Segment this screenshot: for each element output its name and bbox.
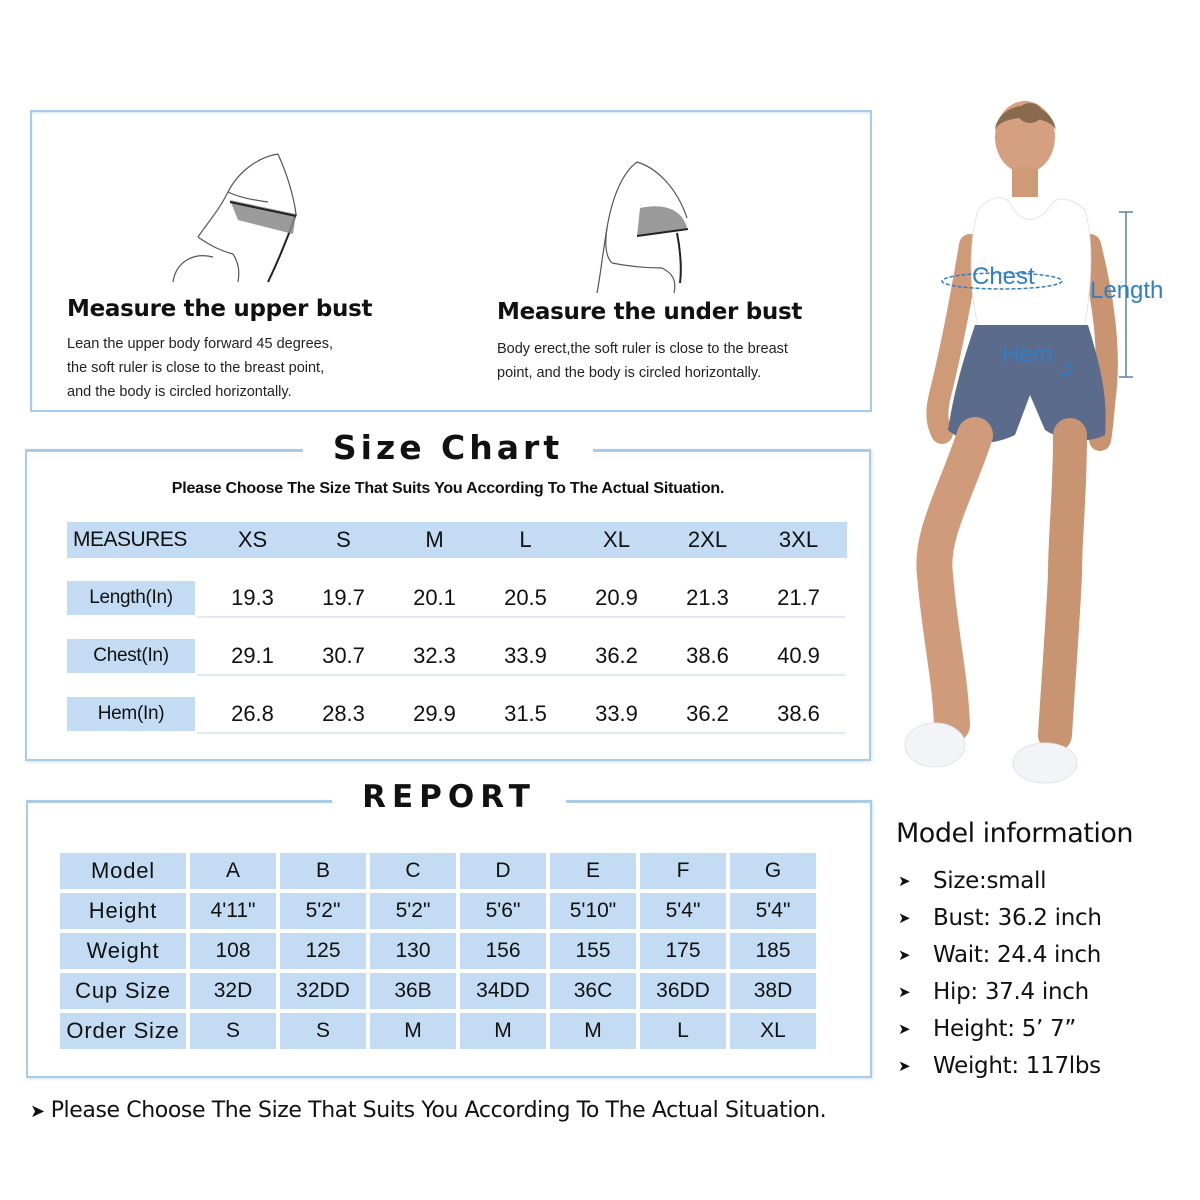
model-info-bust: Bust: 36.2 inch bbox=[933, 904, 1102, 931]
table-cell: 26.8 bbox=[231, 701, 274, 726]
table-cell: 36C bbox=[550, 973, 636, 1009]
table-cell: A bbox=[190, 853, 276, 889]
table-cell: 38D bbox=[730, 973, 816, 1009]
table-cell: 108 bbox=[190, 933, 276, 969]
table-cell: G bbox=[730, 853, 816, 889]
upper-bust-line: the soft ruler is close to the breast point, bbox=[67, 360, 325, 376]
table-row bbox=[60, 973, 816, 1009]
arrow-bullet-icon: ➤ bbox=[898, 1056, 911, 1075]
table-cell: 5'4" bbox=[730, 893, 816, 929]
table-cell: B bbox=[280, 853, 366, 889]
table-cell: 33.9 bbox=[595, 701, 638, 726]
table-cell: 21.7 bbox=[777, 585, 820, 610]
size-chart-table bbox=[67, 522, 847, 732]
table-cell: 20.9 bbox=[595, 585, 638, 610]
table-cell: M bbox=[370, 1013, 456, 1049]
table-cell: 36B bbox=[370, 973, 456, 1009]
table-cell: 125 bbox=[280, 933, 366, 969]
table-cell: 20.1 bbox=[413, 585, 456, 610]
table-cell: 5'4" bbox=[640, 893, 726, 929]
list-item bbox=[896, 936, 1196, 973]
table-cell: 156 bbox=[460, 933, 546, 969]
table-cell: XL bbox=[730, 1013, 816, 1049]
table-cell: M bbox=[550, 1013, 636, 1049]
arrow-bullet-icon: ➤ bbox=[898, 982, 911, 1001]
table-cell: 32D bbox=[190, 973, 276, 1009]
report-title: REPORT bbox=[332, 779, 566, 815]
upper-bust-title: Measure the upper bust bbox=[67, 296, 373, 322]
header-cell: 2XL bbox=[687, 527, 728, 552]
table-cell: 29.1 bbox=[231, 643, 274, 668]
header-cell: 3XL bbox=[778, 527, 819, 552]
chest-label: Chest bbox=[972, 263, 1035, 290]
under-bust-description bbox=[497, 337, 867, 385]
table-cell: 36DD bbox=[640, 973, 726, 1009]
row-label: Chest(In) bbox=[67, 639, 195, 673]
table-cell: 5'2" bbox=[370, 893, 456, 929]
table-cell: 155 bbox=[550, 933, 636, 969]
measure-upper-bust-card bbox=[32, 112, 452, 410]
table-cell: 130 bbox=[370, 933, 456, 969]
list-item bbox=[896, 1010, 1196, 1047]
table-cell: 38.6 bbox=[686, 643, 729, 668]
table-cell: L bbox=[640, 1013, 726, 1049]
list-item bbox=[896, 1047, 1196, 1084]
size-chart-title: Size Chart bbox=[303, 428, 593, 467]
table-cell: 40.9 bbox=[777, 643, 820, 668]
table-cell: 29.9 bbox=[413, 701, 456, 726]
upper-bust-description bbox=[67, 332, 407, 404]
table-cell: F bbox=[640, 853, 726, 889]
table-cell: M bbox=[460, 1013, 546, 1049]
under-bust-title: Measure the under bust bbox=[497, 299, 803, 325]
bottom-note bbox=[30, 1098, 826, 1123]
arrow-bullet-icon: ➤ bbox=[30, 1101, 45, 1122]
model-figure-icon bbox=[890, 95, 1190, 815]
row-label: Length(In) bbox=[67, 581, 195, 615]
row-label: Cup Size bbox=[60, 973, 186, 1009]
model-info-weight: Weight: 117lbs bbox=[933, 1052, 1101, 1079]
header-cell: MEASURES bbox=[73, 528, 187, 551]
under-bust-line: Body erect,the soft ruler is close to the breast bbox=[497, 341, 788, 357]
table-cell: 28.3 bbox=[322, 701, 365, 726]
table-cell: 5'2" bbox=[280, 893, 366, 929]
upper-bust-line: Lean the upper body forward 45 degrees, bbox=[67, 336, 334, 352]
model-info-hip: Hip: 37.4 inch bbox=[933, 978, 1089, 1005]
table-cell: S bbox=[190, 1013, 276, 1049]
table-cell: 185 bbox=[730, 933, 816, 969]
table-cell: 32DD bbox=[280, 973, 366, 1009]
under-bust-line: point, and the body is circled horizontally. bbox=[497, 365, 762, 381]
table-row bbox=[60, 853, 816, 889]
arrow-bullet-icon: ➤ bbox=[898, 945, 911, 964]
table-row bbox=[60, 933, 816, 969]
list-item bbox=[896, 899, 1196, 936]
header-cell: M bbox=[425, 527, 444, 552]
bottom-note-text: Please Choose The Size That Suits You According To The Actual Situation. bbox=[50, 1098, 827, 1123]
hem-label: Hem bbox=[1002, 341, 1053, 368]
row-label: Hem(In) bbox=[67, 697, 195, 731]
row-label: Order Size bbox=[60, 1013, 186, 1049]
upper-bust-illustration-icon bbox=[168, 142, 338, 292]
arrow-bullet-icon: ➤ bbox=[898, 1019, 911, 1038]
table-cell: 36.2 bbox=[686, 701, 729, 726]
arrow-bullet-icon: ➤ bbox=[898, 871, 911, 890]
table-cell: 31.5 bbox=[504, 701, 547, 726]
upper-bust-line: and the body is circled horizontally. bbox=[67, 384, 292, 400]
model-photo bbox=[890, 95, 1190, 815]
table-cell: 21.3 bbox=[686, 585, 729, 610]
table-cell: E bbox=[550, 853, 636, 889]
table-cell: 175 bbox=[640, 933, 726, 969]
table-cell: 4'11" bbox=[190, 893, 276, 929]
table-cell: D bbox=[460, 853, 546, 889]
table-row bbox=[60, 893, 816, 929]
table-cell: 19.3 bbox=[231, 585, 274, 610]
model-info-list bbox=[896, 862, 1196, 1084]
table-cell: 19.7 bbox=[322, 585, 365, 610]
model-info-height: Height: 5’ 7” bbox=[933, 1015, 1076, 1042]
table-row bbox=[60, 1013, 816, 1049]
table-cell: S bbox=[280, 1013, 366, 1049]
list-item bbox=[896, 973, 1196, 1010]
measure-guide-panel bbox=[30, 110, 872, 412]
length-label: Length bbox=[1090, 277, 1164, 304]
model-info-title: Model information bbox=[896, 818, 1133, 849]
table-cell: 5'6" bbox=[460, 893, 546, 929]
arrow-bullet-icon: ➤ bbox=[898, 908, 911, 927]
header-cell: XS bbox=[237, 527, 268, 552]
row-label: Height bbox=[60, 893, 186, 929]
list-item bbox=[896, 862, 1196, 899]
header-cell: L bbox=[519, 527, 532, 552]
under-bust-illustration-icon bbox=[582, 148, 722, 298]
table-cell: 5'10" bbox=[550, 893, 636, 929]
table-row bbox=[67, 580, 847, 616]
model-information bbox=[896, 818, 1196, 1084]
size-chart-subtitle: Please Choose The Size That Suits You According To The Actual Situation. bbox=[171, 480, 725, 497]
table-cell: 32.3 bbox=[413, 643, 456, 668]
model-info-size: Size:small bbox=[933, 867, 1047, 894]
header-cell: S bbox=[336, 527, 351, 552]
table-cell: C bbox=[370, 853, 456, 889]
model-info-waist: Wait: 24.4 inch bbox=[933, 941, 1102, 968]
table-cell: 38.6 bbox=[777, 701, 820, 726]
table-cell: 20.5 bbox=[504, 585, 547, 610]
header-cell: XL bbox=[603, 527, 630, 552]
size-chart-section bbox=[25, 428, 871, 761]
table-cell: 30.7 bbox=[322, 643, 365, 668]
row-label: Weight bbox=[60, 933, 186, 969]
measure-under-bust-card bbox=[452, 112, 872, 410]
table-row bbox=[67, 638, 847, 674]
table-cell: 36.2 bbox=[595, 643, 638, 668]
size-chart-header-row bbox=[67, 522, 847, 558]
table-cell: 33.9 bbox=[504, 643, 547, 668]
table-cell: 34DD bbox=[460, 973, 546, 1009]
report-table bbox=[56, 849, 820, 1053]
row-label: Model bbox=[60, 853, 186, 889]
report-section bbox=[26, 779, 872, 1078]
table-row bbox=[67, 696, 847, 732]
